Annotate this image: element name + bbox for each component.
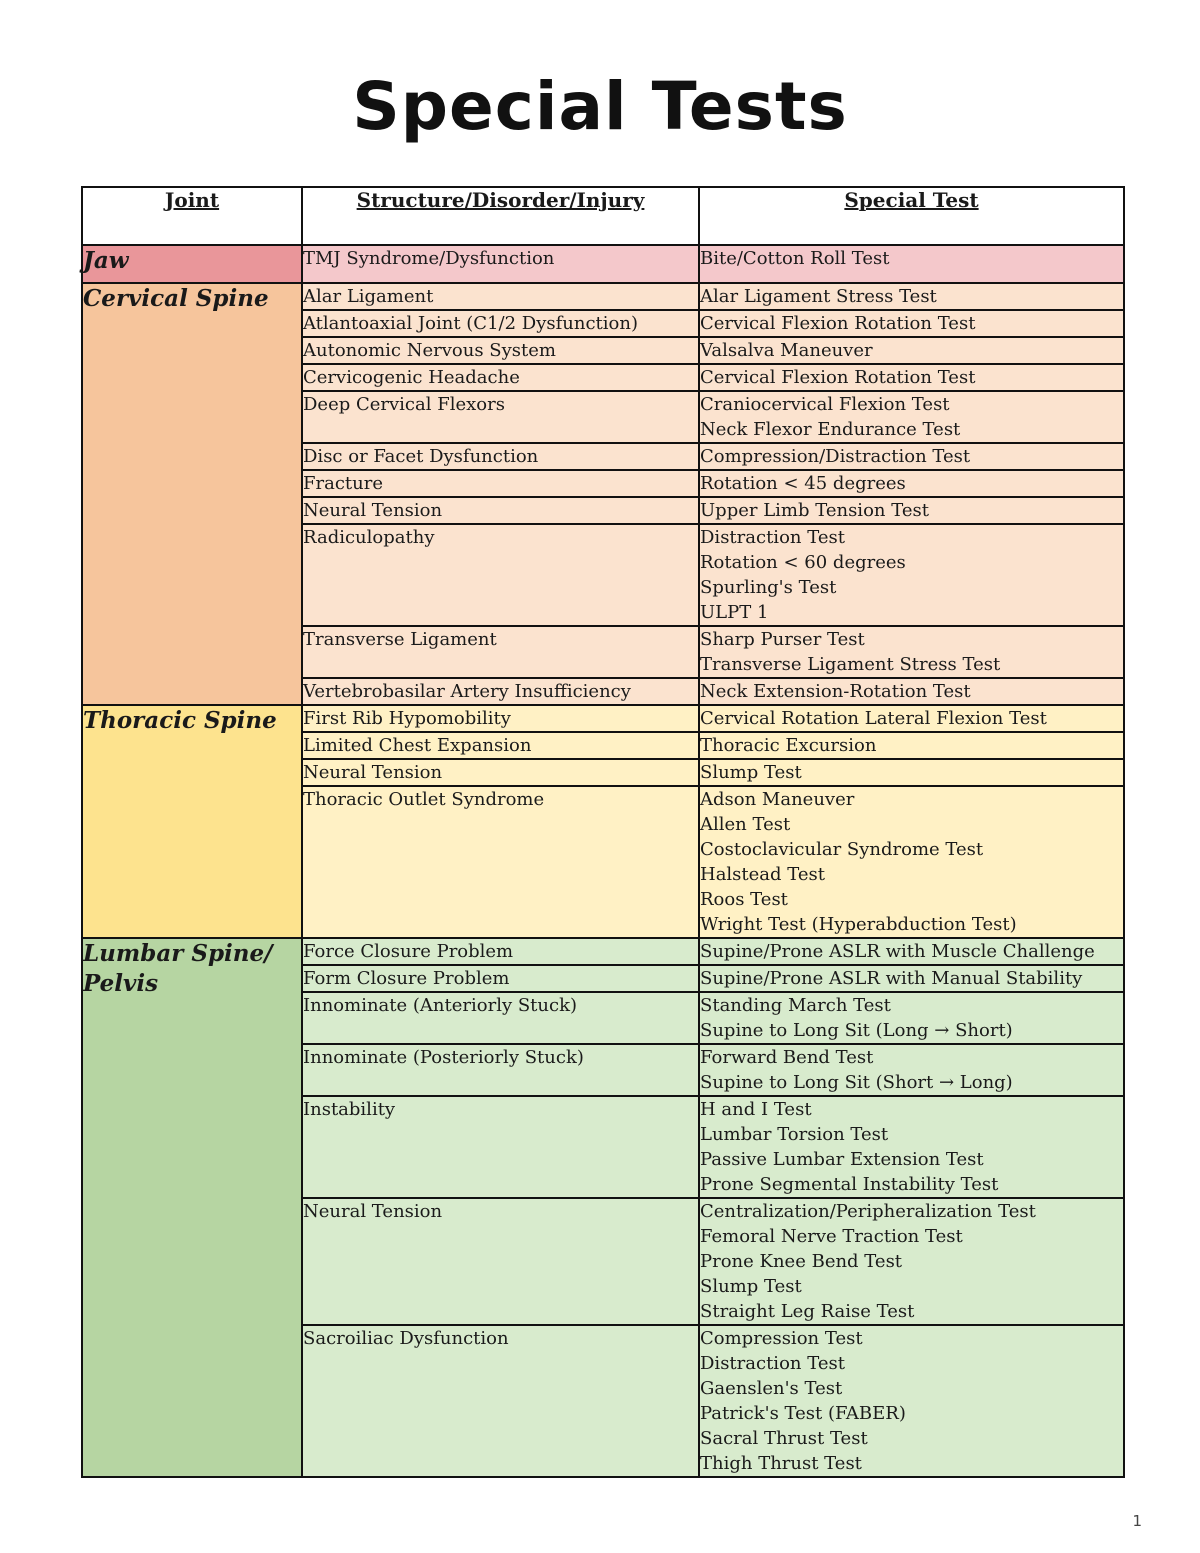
special-test-item: Slump Test [700,1276,802,1297]
joint-label-cervical: Cervical Spine [82,283,302,705]
special-test-cell [699,1325,1124,1477]
special-test-item: Craniocervical Flexion Test [700,394,950,415]
special-test-cell [699,524,1124,626]
structure-cell: Neural Tension [302,759,699,786]
special-test-cell [699,245,1124,283]
header-structure: Structure/Disorder/Injury [302,187,699,245]
structure-cell: Sacroiliac Dysfunction [302,1325,699,1477]
special-test-item: ULPT 1 [700,602,769,623]
special-test-item: H and I Test [700,1099,812,1120]
special-test-cell [699,470,1124,497]
special-test-item: Costoclavicular Syndrome Test [700,839,984,860]
structure-cell: Limited Chest Expansion [302,732,699,759]
special-test-cell [699,759,1124,786]
special-test-item: Rotation < 45 degrees [700,473,906,494]
structure-cell: TMJ Syndrome/Dysfunction [302,245,699,283]
special-test-item: Cervical Rotation Lateral Flexion Test [700,708,1047,729]
special-test-item: Patrick's Test (FABER) [700,1403,906,1424]
structure-cell: Vertebrobasilar Artery Insufficiency [302,678,699,705]
header-joint: Joint [82,187,302,245]
structure-cell: Innominate (Anteriorly Stuck) [302,992,699,1044]
special-test-cell [699,626,1124,678]
special-test-item: Prone Knee Bend Test [700,1251,903,1272]
special-tests-table [81,186,1125,1478]
special-test-item: Standing March Test [700,995,891,1016]
special-test-item: Compression/Distraction Test [700,446,971,467]
special-test-item: Neck Extension-Rotation Test [700,681,971,702]
special-test-cell [699,391,1124,443]
special-test-cell [699,364,1124,391]
special-test-cell [699,1044,1124,1096]
header-special-test: Special Test [699,187,1124,245]
joint-label-jaw: Jaw [82,245,302,283]
special-test-item: Neck Flexor Endurance Test [700,419,961,440]
special-test-cell [699,992,1124,1044]
special-test-item: Adson Maneuver [700,789,855,810]
table-row [82,705,1124,732]
special-test-cell [699,705,1124,732]
special-test-item: Wright Test (Hyperabduction Test) [700,914,1017,935]
special-test-cell [699,443,1124,470]
structure-cell: Innominate (Posteriorly Stuck) [302,1044,699,1096]
special-test-item: Supine to Long Sit (Long → Short) [700,1020,1013,1041]
special-test-item: Femoral Nerve Traction Test [700,1226,963,1247]
special-test-item: Supine to Long Sit (Short → Long) [700,1072,1013,1093]
special-test-item: Centralization/Peripheralization Test [700,1201,1036,1222]
structure-cell: First Rib Hypomobility [302,705,699,732]
special-test-item: Valsalva Maneuver [700,340,873,361]
header-row [82,187,1124,245]
structure-cell: Alar Ligament [302,283,699,310]
special-test-item: Bite/Cotton Roll Test [700,248,890,269]
special-test-item: Forward Bend Test [700,1047,874,1068]
special-test-item: Sacral Thrust Test [700,1428,868,1449]
structure-cell: Deep Cervical Flexors [302,391,699,443]
special-test-cell [699,786,1124,938]
table-row [82,283,1124,310]
special-test-cell [699,1198,1124,1325]
structure-cell: Neural Tension [302,1198,699,1325]
special-test-item: Passive Lumbar Extension Test [700,1149,984,1170]
special-test-item: Cervical Flexion Rotation Test [700,313,976,334]
structure-cell: Cervicogenic Headache [302,364,699,391]
special-test-cell [699,1096,1124,1198]
special-test-item: Compression Test [700,1328,863,1349]
table-row [82,938,1124,965]
special-test-item: Gaenslen's Test [700,1378,843,1399]
table-row [82,245,1124,283]
structure-cell: Radiculopathy [302,524,699,626]
special-test-cell [699,938,1124,965]
special-test-item: Straight Leg Raise Test [700,1301,915,1322]
special-test-item: Supine/Prone ASLR with Muscle Challenge [700,941,1095,962]
special-test-item: Prone Segmental Instability Test [700,1174,999,1195]
special-test-cell [699,965,1124,992]
special-test-item: Lumbar Torsion Test [700,1124,889,1145]
structure-cell: Neural Tension [302,497,699,524]
structure-cell: Fracture [302,470,699,497]
table-body [82,245,1124,1477]
special-test-item: Allen Test [700,814,791,835]
special-test-item: Rotation < 60 degrees [700,552,906,573]
structure-cell: Instability [302,1096,699,1198]
special-test-item: Transverse Ligament Stress Test [700,654,1001,675]
structure-cell: Form Closure Problem [302,965,699,992]
structure-cell: Transverse Ligament [302,626,699,678]
page-title: Special Tests [352,68,848,145]
special-test-cell [699,283,1124,310]
special-test-item: Spurling's Test [700,577,837,598]
joint-label-lumbar: Lumbar Spine/ Pelvis [82,938,302,1477]
special-test-item: Distraction Test [700,527,845,548]
structure-cell: Autonomic Nervous System [302,337,699,364]
special-test-item: Alar Ligament Stress Test [700,286,937,307]
special-test-cell [699,497,1124,524]
special-test-item: Distraction Test [700,1353,845,1374]
structure-cell: Force Closure Problem [302,938,699,965]
structure-cell: Disc or Facet Dysfunction [302,443,699,470]
special-test-item: Roos Test [700,889,788,910]
special-test-item: Thigh Thrust Test [700,1453,862,1474]
special-test-item: Supine/Prone ASLR with Manual Stability [700,968,1083,989]
special-test-item: Thoracic Excursion [700,735,877,756]
joint-label-thoracic: Thoracic Spine [82,705,302,938]
special-test-item: Sharp Purser Test [700,629,865,650]
special-test-cell [699,337,1124,364]
structure-cell: Atlantoaxial Joint (C1/2 Dysfunction) [302,310,699,337]
structure-cell: Thoracic Outlet Syndrome [302,786,699,938]
special-test-cell [699,732,1124,759]
special-test-cell [699,678,1124,705]
special-test-cell [699,310,1124,337]
special-test-item: Cervical Flexion Rotation Test [700,367,976,388]
special-test-item: Slump Test [700,762,802,783]
special-test-item: Halstead Test [700,864,826,885]
page-number: 1 [1132,1512,1142,1530]
special-test-item: Upper Limb Tension Test [700,500,929,521]
